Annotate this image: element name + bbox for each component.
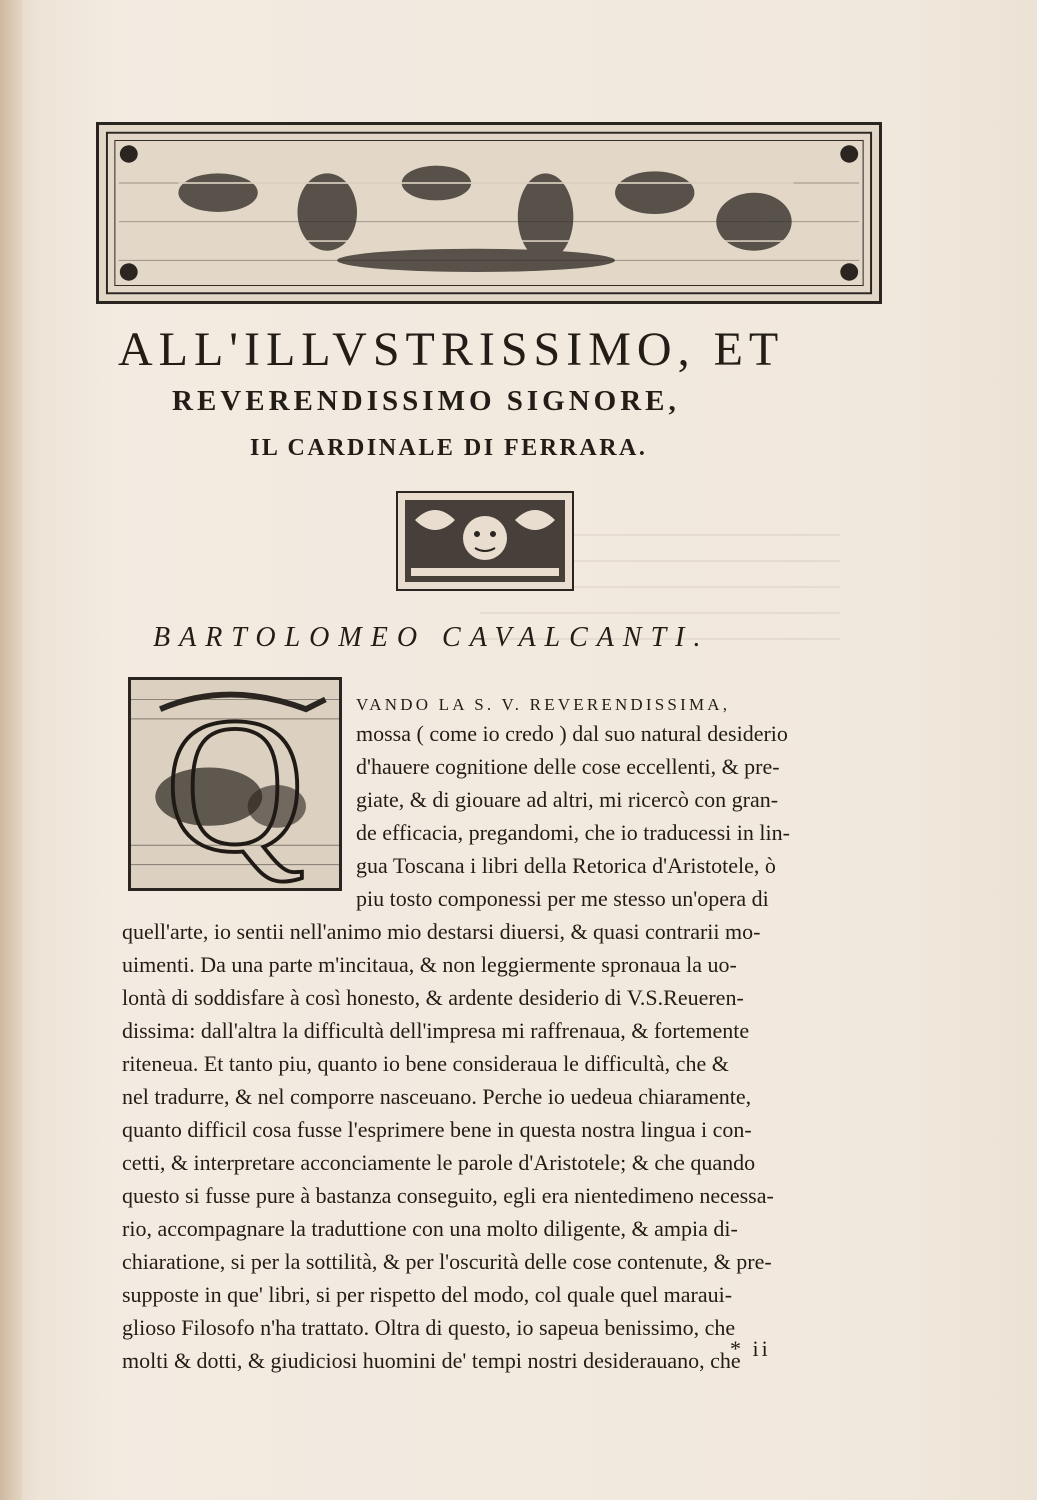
body-line: supposte in que' libri, si per rispetto del modo, col quale quel maraui- — [122, 1282, 733, 1307]
body-line: lontà di soddisfare à così honesto, & ardente desiderio di V.S.Reueren- — [122, 985, 744, 1010]
author-name: BARTOLOMEO CAVALCANTI. — [153, 622, 710, 653]
body-line: giate, & di giouare ad altri, mi ricercò con gran- — [356, 787, 779, 812]
heading-line-1: ALL'ILLVSTRISSIMO, ET — [118, 323, 785, 376]
body-line: quanto difficil cosa fusse l'esprimere bene in questa nostra lingua i con- — [122, 1117, 752, 1142]
body-line: molti & dotti, & giudiciosi huomini de' tempi nostri desiderauano, che — [122, 1348, 741, 1373]
heading-line-2: REVERENDISSIMO SIGNORE, — [172, 385, 680, 417]
body-line: mossa ( come io credo ) dal suo natural desiderio — [356, 721, 788, 746]
body-line: uimenti. Da una parte m'incitaua, & non leggiermente spronaua la uo- — [122, 952, 737, 977]
body-line: nel tradurre, & nel comporre nasceuano. Perche io uedeua chiaramente, — [122, 1084, 752, 1109]
body-line: VANDO LA S. V. REVERENDISSIMA, — [356, 695, 731, 714]
body-line: d'hauere cognitione delle cose eccellenti, & pre- — [356, 754, 780, 779]
body-line: riteneua. Et tanto piu, quanto io bene consideraua le difficultà, che & — [122, 1051, 729, 1076]
body-line: cetti, & interpretare acconciamente le parole d'Aristotele; & che quando — [122, 1150, 756, 1175]
body-line: quell'arte, io sentii nell'animo mio destarsi diuersi, & quasi contrarii mo- — [122, 919, 761, 944]
body-line: de efficacia, pregandomi, che io traducessi in lin- — [356, 820, 790, 845]
body-line: questo si fusse pure à bastanza conseguito, egli era nientedimeno necessa- — [122, 1183, 774, 1208]
body-line: dissima: dall'altra la difficultà dell'impresa mi raffrenaua, & fortemente — [122, 1018, 750, 1043]
woodcut-headpiece — [96, 122, 882, 304]
body-line: piu tosto componessi per me stesso un'opera di — [356, 886, 769, 911]
binding-gutter — [0, 0, 22, 1500]
body-line: rio, accompagnare la traduttione con una molto diligente, & ampia di- — [122, 1216, 738, 1241]
body-line: gua Toscana i libri della Retorica d'Aristotele, ò — [356, 853, 776, 878]
initial-letter: Q — [164, 680, 306, 888]
body-line: chiaratione, si per la sottilità, & per l'oscurità delle cose contenute, & pre- — [122, 1249, 772, 1274]
body-line: glioso Filosofo n'ha trattato. Oltra di questo, io sapeua benissimo, che — [122, 1315, 736, 1340]
ornament-mask-icon — [395, 490, 575, 592]
signature-mark: * ii — [730, 1336, 771, 1361]
heading-line-3: IL CARDINALE DI FERRARA. — [250, 435, 648, 461]
decorated-initial-q — [128, 677, 342, 891]
